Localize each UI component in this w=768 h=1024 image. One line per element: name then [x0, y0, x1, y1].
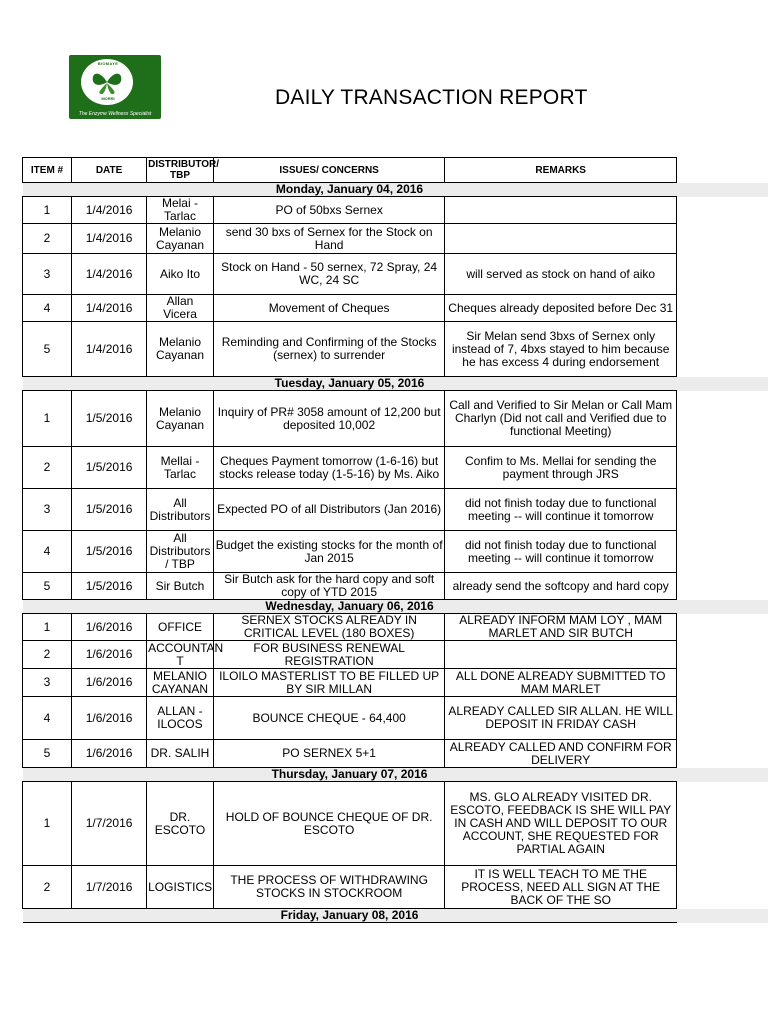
cell-remarks	[445, 197, 677, 224]
cell-remarks: MS. GLO ALREADY VISITED DR. ESCOTO, FEEDBACK IS SHE WILL PAY IN CASH AND WILL DEPOSIT TO OUR ACCOUNT, SHE REQUESTED FOR PARTIAL AGAIN	[445, 782, 677, 866]
cell-distributor: Melanio Cayanan	[147, 224, 214, 254]
cell-date: 1/6/2016	[72, 669, 147, 697]
logo-brand-bottom: MORRI	[101, 96, 115, 101]
cell-issue: PO SERNEX 5+1	[213, 740, 445, 768]
logo-tagline: The Enzyme Wellness Specialist	[78, 111, 152, 117]
cell-issue: Movement of Cheques	[213, 295, 445, 322]
day-header-row	[23, 600, 677, 614]
cell-remarks: Call and Verified to Sir Melan or Call Mam Charlyn (Did not call and Verified due to functional Meeting)	[445, 391, 677, 447]
day-band-extension	[677, 909, 768, 923]
cell-remarks: did not finish today due to functional meeting -- will continue it tomorrow	[445, 531, 677, 573]
cell-item: 1	[23, 197, 72, 224]
cell-distributor: Allan Vicera	[147, 295, 214, 322]
table-row	[23, 697, 677, 740]
header-issues: ISSUES/ CONCERNS	[213, 158, 445, 183]
cell-issue: Inquiry of PR# 3058 amount of 12,200 but deposited 10,002	[213, 391, 445, 447]
cell-distributor: LOGISTICS	[147, 866, 214, 909]
table-row	[23, 224, 677, 254]
cell-item: 3	[23, 489, 72, 531]
cell-date: 1/5/2016	[72, 489, 147, 531]
cell-date: 1/6/2016	[72, 614, 147, 641]
cell-date: 1/7/2016	[72, 782, 147, 866]
cell-item: 5	[23, 322, 72, 377]
cell-date: 1/6/2016	[72, 740, 147, 768]
cell-item: 3	[23, 254, 72, 295]
table-row	[23, 782, 677, 866]
cell-remarks: ALL DONE ALREADY SUBMITTED TO MAM MARLET	[445, 669, 677, 697]
cell-date: 1/5/2016	[72, 391, 147, 447]
cell-item: 1	[23, 391, 72, 447]
cell-item: 5	[23, 740, 72, 768]
day-header-row	[23, 377, 677, 391]
table-row	[23, 489, 677, 531]
cell-date: 1/7/2016	[72, 866, 147, 909]
table-row	[23, 447, 677, 489]
cell-distributor: Mellai - Tarlac	[147, 447, 214, 489]
cell-distributor: ACCOUNTAN T	[148, 640, 224, 668]
cell-remarks: Cheques already deposited before Dec 31	[445, 295, 677, 322]
day-header-row	[23, 768, 677, 782]
butterfly-icon	[89, 67, 125, 97]
cell-issue: HOLD OF BOUNCE CHEQUE OF DR. ESCOTO	[213, 782, 445, 866]
table-header-row	[23, 158, 677, 183]
cell-issue: Reminding and Confirming of the Stocks (sernex) to surrender	[213, 322, 445, 377]
cell-date: 1/4/2016	[72, 254, 147, 295]
cell-remarks: ALREADY INFORM MAM LOY , MAM MARLET AND SIR BUTCH	[445, 614, 677, 641]
report-title: DAILY TRANSACTION REPORT	[275, 86, 588, 109]
day-label: Monday, January 04, 2016	[23, 183, 677, 197]
day-header-row	[23, 183, 677, 197]
cell-remarks: did not finish today due to functional meeting -- will continue it tomorrow	[445, 489, 677, 531]
cell-remarks: already send the softcopy and hard copy	[445, 573, 677, 600]
cell-distributor: DR. SALIH	[147, 740, 214, 768]
cell-date: 1/6/2016	[72, 641, 147, 669]
header-distributor: DISTRIBUTOR/ TBP	[148, 159, 220, 181]
logo-brand-top: BIOMAYE	[97, 61, 119, 66]
table-row	[23, 866, 677, 909]
cell-distributor: Melanio Cayanan	[147, 322, 214, 377]
cell-issue: Sir Butch ask for the hard copy and soft copy of YTD 2015	[213, 573, 445, 600]
cell-item: 4	[23, 295, 72, 322]
cell-issue: send 30 bxs of Sernex for the Stock on Hand	[213, 224, 445, 254]
cell-remarks: ALREADY CALLED SIR ALLAN. HE WILL DEPOSIT IN FRIDAY CASH	[445, 697, 677, 740]
cell-issue: FOR BUSINESS RENEWAL REGISTRATION	[213, 641, 445, 669]
header-item: ITEM #	[23, 158, 72, 183]
cell-issue: THE PROCESS OF WITHDRAWING STOCKS IN STOCKROOM	[213, 866, 445, 909]
cell-date: 1/4/2016	[72, 295, 147, 322]
cell-remarks	[445, 641, 677, 669]
table-row	[23, 295, 677, 322]
table-row	[23, 254, 677, 295]
cell-item: 4	[23, 697, 72, 740]
cell-distributor: Aiko Ito	[147, 254, 214, 295]
cell-date: 1/5/2016	[72, 531, 147, 573]
cell-issue: BOUNCE CHEQUE - 64,400	[213, 697, 445, 740]
cell-item: 2	[23, 866, 72, 909]
header-date: DATE	[72, 158, 147, 183]
table-row	[23, 641, 677, 669]
cell-issue: Stock on Hand - 50 sernex, 72 Spray, 24 WC, 24 SC	[213, 254, 445, 295]
cell-distributor: Melanio Cayanan	[147, 391, 214, 447]
cell-item: 2	[23, 447, 72, 489]
table-row	[23, 669, 677, 697]
cell-issue: SERNEX STOCKS ALREADY IN CRITICAL LEVEL (180 BOXES)	[213, 614, 445, 641]
transaction-table	[22, 157, 677, 923]
cell-item: 2	[23, 641, 72, 669]
day-band-extension	[677, 377, 768, 391]
day-label: Thursday, January 07, 2016	[23, 768, 677, 782]
cell-remarks: Sir Melan send 3bxs of Sernex only instead of 7, 4bxs stayed to him because he has excess 4 during endorsement	[445, 322, 677, 377]
cell-issue: Expected PO of all Distributors (Jan 2016)	[213, 489, 445, 531]
cell-remarks	[445, 224, 677, 254]
day-band-extension	[677, 183, 768, 197]
cell-item: 5	[23, 573, 72, 600]
cell-distributor: OFFICE	[147, 614, 214, 641]
cell-distributor: DR. ESCOTO	[147, 782, 214, 866]
cell-item: 2	[23, 224, 72, 254]
cell-issue: ILOILO MASTERLIST TO BE FILLED UP BY SIR MILLAN	[213, 669, 445, 697]
day-band-extension	[677, 768, 768, 782]
cell-distributor: All Distributors	[147, 489, 214, 531]
cell-distributor: Melai - Tarlac	[147, 197, 214, 224]
table-row	[23, 322, 677, 377]
day-label: Tuesday, January 05, 2016	[23, 377, 677, 391]
header-remarks: REMARKS	[445, 158, 677, 183]
cell-date: 1/5/2016	[72, 447, 147, 489]
day-label: Friday, January 08, 2016	[23, 909, 677, 923]
table-row	[23, 740, 677, 768]
cell-date: 1/4/2016	[72, 197, 147, 224]
cell-issue: Budget the existing stocks for the month of Jan 2015	[213, 531, 445, 573]
cell-date: 1/6/2016	[72, 697, 147, 740]
cell-item: 1	[23, 614, 72, 641]
day-header-row	[23, 909, 677, 923]
day-label: Wednesday, January 06, 2016	[23, 600, 677, 614]
cell-date: 1/5/2016	[72, 573, 147, 600]
cell-distributor: MELANIO CAYANAN	[147, 669, 214, 697]
day-band-extension	[677, 600, 768, 614]
cell-distributor: Sir Butch	[147, 573, 214, 600]
cell-remarks: ALREADY CALLED AND CONFIRM FOR DELIVERY	[445, 740, 677, 768]
cell-date: 1/4/2016	[72, 224, 147, 254]
company-logo	[69, 55, 161, 119]
cell-distributor: ALLAN - ILOCOS	[147, 697, 214, 740]
cell-remarks: IT IS WELL TEACH TO ME THE PROCESS, NEED ALL SIGN AT THE BACK OF THE SO	[445, 866, 677, 909]
cell-issue: PO of 50bxs Sernex	[213, 197, 445, 224]
cell-remarks: Confim to Ms. Mellai for sending the payment through JRS	[445, 447, 677, 489]
cell-date: 1/4/2016	[72, 322, 147, 377]
cell-remarks: will served as stock on hand of aiko	[445, 254, 677, 295]
cell-distributor: All Distributors / TBP	[147, 531, 214, 573]
table-row	[23, 531, 677, 573]
table-row	[23, 614, 677, 641]
table-row	[23, 573, 677, 600]
table-row	[23, 197, 677, 224]
cell-item: 1	[23, 782, 72, 866]
table-row	[23, 391, 677, 447]
cell-item: 3	[23, 669, 72, 697]
cell-issue: Cheques Payment tomorrow (1-6-16) but stocks release today (1-5-16) by Ms. Aiko	[213, 447, 445, 489]
cell-item: 4	[23, 531, 72, 573]
